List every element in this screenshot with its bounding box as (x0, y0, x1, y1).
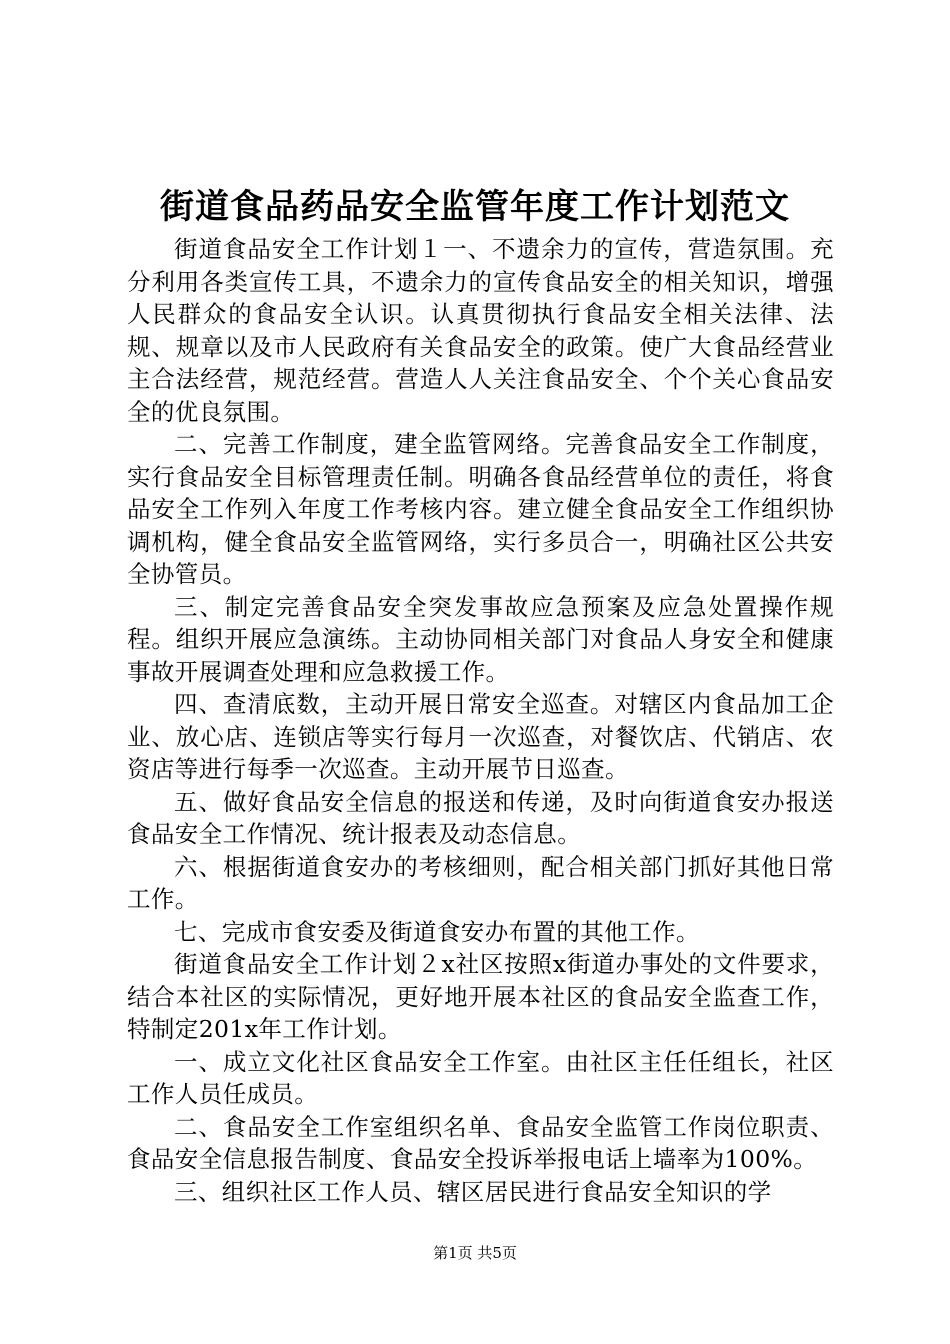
document-body (127, 233, 834, 1208)
paragraph: 三、制定完善食品安全突发事故应急预案及应急处置操作规程。组织开展应急演练。主动协同相关部门对食品人身安全和健康事故开展调查处理和应急救援工作。 (127, 592, 834, 686)
paragraph: 六、根据街道食安办的考核细则，配合相关部门抓好其他日常工作。 (127, 852, 834, 913)
page-footer: 第1页 共5页 (433, 1244, 517, 1262)
paragraph: 一、成立文化社区食品安全工作室。由社区主任任组长，社区工作人员任成员。 (127, 1047, 834, 1108)
paragraph: 二、完善工作制度，建全监管网络。完善食品安全工作制度，实行食品安全目标管理责任制。明确各食品经营单位的责任，将食品安全工作列入年度工作考核内容。建立健全食品安全工作组织协调机构，健全食品安全监管网络，实行多员合一，明确社区公共安全协管员。 (127, 430, 834, 588)
paragraph: 四、查清底数，主动开展日常安全巡查。对辖区内食品加工企业、放心店、连锁店等实行每月一次巡查，对餐饮店、代销店、农资店等进行每季一次巡查。主动开展节日巡查。 (127, 690, 834, 783)
paragraph: 三、组织社区工作人员、辖区居民进行食品安全知识的学 (174, 1177, 772, 1206)
paragraph: 七、完成市食安委及街道食安办布置的其他工作。 (174, 917, 700, 946)
paragraph: 五、做好食品安全信息的报送和传递，及时向街道食安办报送食品安全工作情况、统计报表及动态信息。 (127, 787, 834, 848)
paragraph: 街道食品安全工作计划１一、不遗余力的宣传，营造氛围。充分利用各类宣传工具，不遗余力的宣传食品安全的相关知识，增强人民群众的食品安全认识。认真贯彻执行食品安全相关法律、法规、规章以及市人民政府有关食品安全的政策。使广大食品经营业主合法经营，规范经营。营造人人关注食品安全、个个关心食品安全的优良氛围。 (127, 235, 834, 426)
paragraph: 二、食品安全工作室组织名单、食品安全监管工作岗位职责、食品安全信息报告制度、食品安全投诉举报电话上墙率为100%。 (127, 1112, 834, 1173)
document-title: 街道食品药品安全监管年度工作计划范文 (160, 187, 790, 227)
paragraph: 街道食品安全工作计划２x社区按照x街道办事处的文件要求，结合本社区的实际情况，更好地开展本社区的食品安全监查工作，特制定201x年工作计划。 (127, 950, 834, 1043)
